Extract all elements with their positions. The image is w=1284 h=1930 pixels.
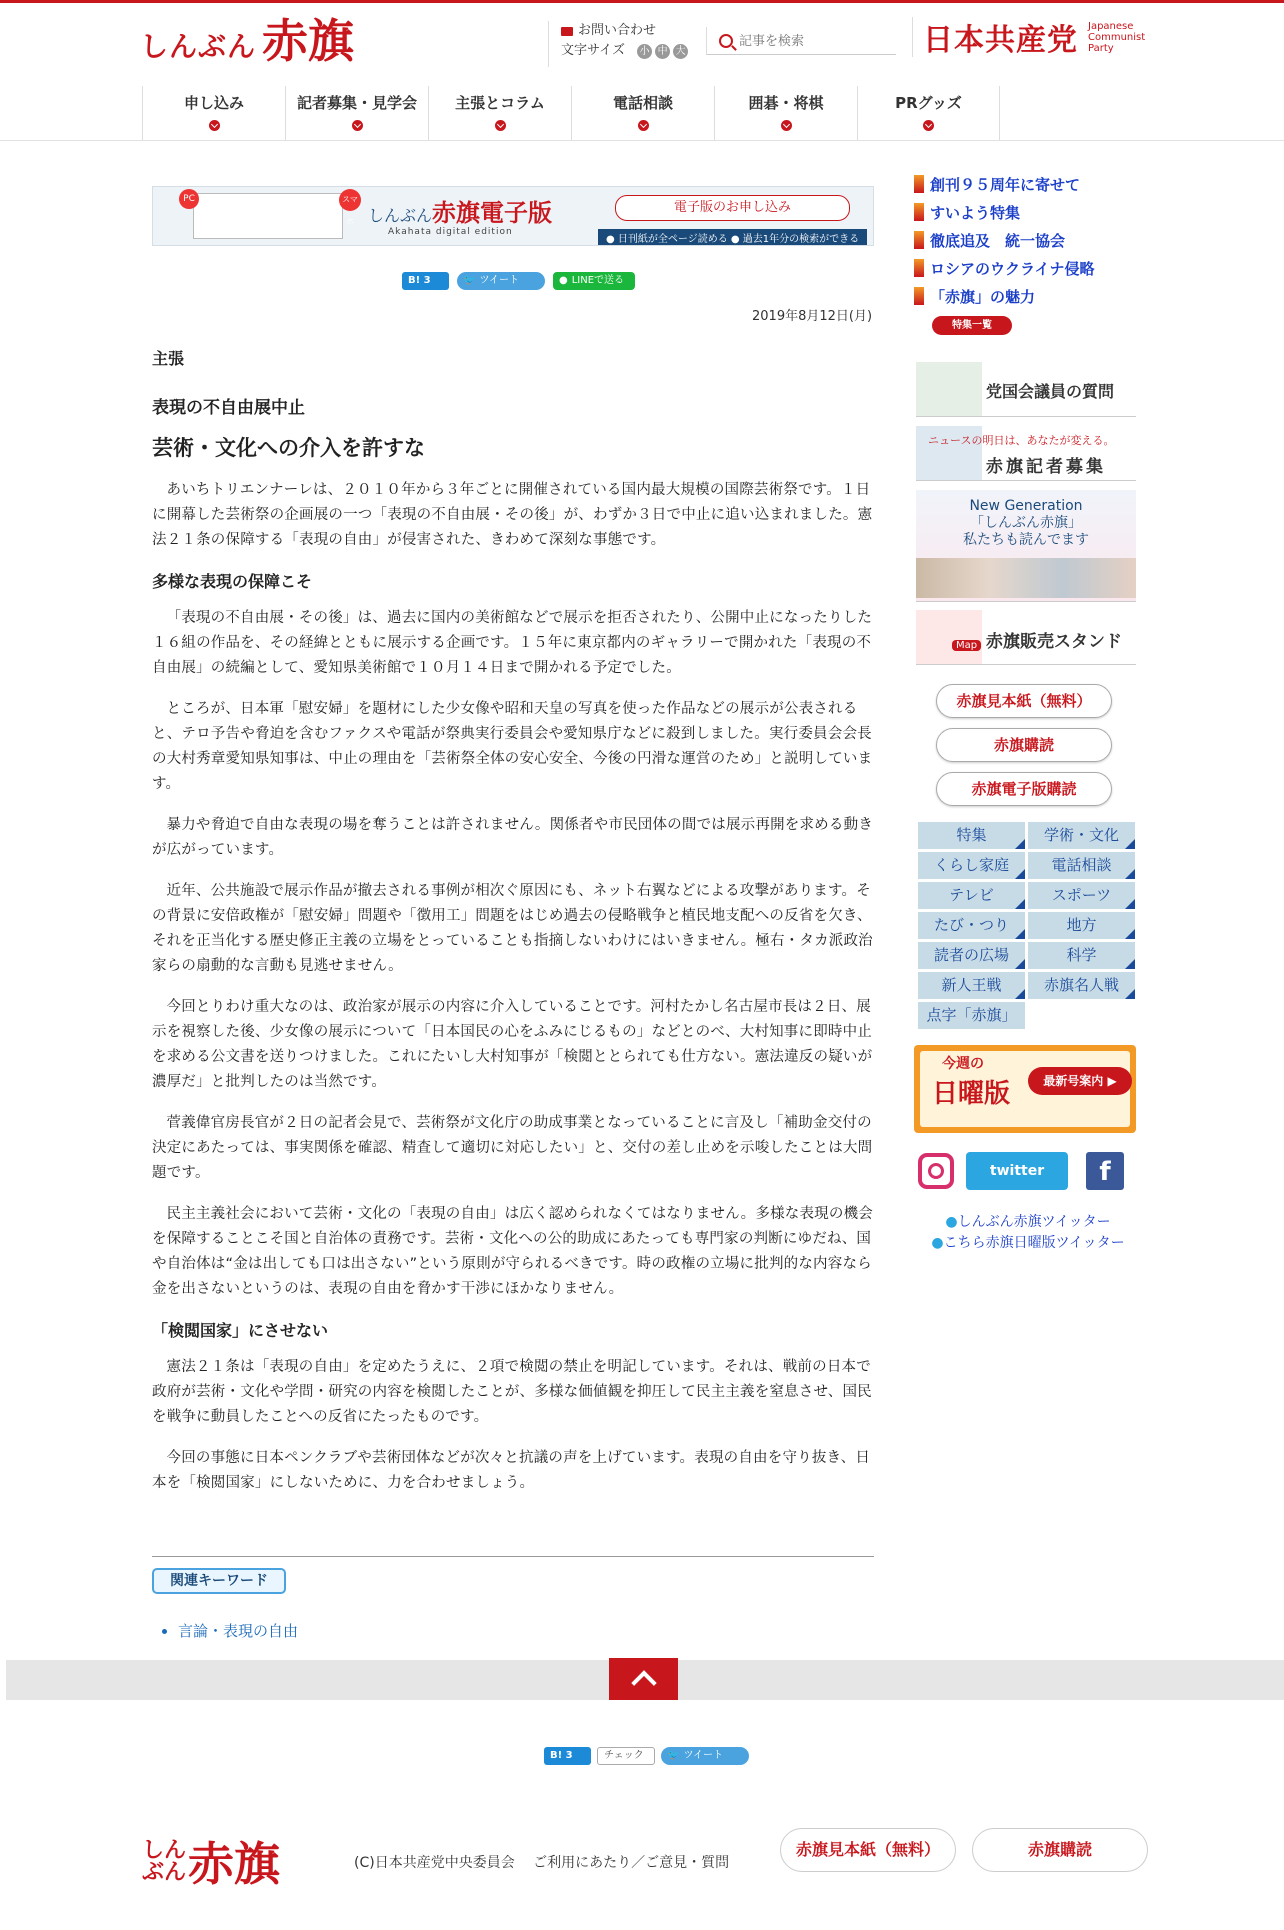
search-icon[interactable] <box>719 34 733 48</box>
article-paragraph: 暴力や脅迫で自由な表現の場を奪うことは許されません。関係者や市民団体の間では展示再開を求める動きが広がっています。 <box>152 817 873 858</box>
party-name-en: Japanese Communist Party <box>1088 20 1146 54</box>
chevron-down-icon <box>923 120 934 131</box>
article <box>152 346 874 1512</box>
facebook-icon[interactable]: f <box>1086 1152 1124 1190</box>
mail-icon <box>561 27 573 36</box>
party-name: 日本共産党 <box>923 23 1078 58</box>
category-link[interactable]: 学術・文化 <box>1028 822 1135 849</box>
search-input[interactable] <box>739 33 889 48</box>
sidebar-link-ukraine[interactable]: ロシアのウクライナ侵略 <box>914 254 1095 282</box>
category-link[interactable]: 赤旗名人戦 <box>1028 972 1135 999</box>
sunday-twitter-link[interactable]: ●こちら赤旗日曜版ツイッター <box>931 1235 1125 1251</box>
article-paragraph: 憲法２１条は「表現の自由」を定めたうえに、２項で検閲の禁止を明記しています。それは、戦前の日本で政府が芸術・文化や学問・研究の内容を検閲したことが、多様な価値観を抑圧して民主主義を窒息させ、国民を戦争に動員したことへの反省にたったものです。 <box>152 1359 872 1425</box>
article-paragraph: 今回とりわけ重大なのは、政治家が展示の内容に介入していることです。河村たかし名古屋市長は２日、展示を視察した後、少女像の展示について「日本国民の心をふみにじるもの」などとのべ、大村知事に即時中止を求める公文書を送りつけました。これにたいし大村知事が「検閲ととられても仕方ない。憲法違反の疑いが濃厚だ」と批判したのは当然です。 <box>152 999 873 1090</box>
category-grid <box>918 822 1135 1029</box>
feature-list-button[interactable]: 特集一覧 <box>932 316 1012 335</box>
bullet-bar <box>914 175 924 193</box>
keywords-label: 関連キーワード <box>152 1568 286 1594</box>
header-divider <box>0 140 1284 141</box>
tweet-button[interactable]: 🐦 ツイート <box>457 272 545 290</box>
keywords-divider <box>152 1556 874 1557</box>
section-heading: 「検閲国家」にさせない <box>152 1321 329 1340</box>
article-paragraph: ところが、日本軍「慰安婦」を題材にした少女像や昭和天皇の写真を使った作品などの展示が公表されると、テロ予告や脅迫を含むファクスや電話が祭典実行委員会や愛知県庁などに殺到しました。実行委員会会長の大村秀章愛知県知事は、中止の理由を「芸術祭全体の安心安全、今後の円滑な運営のため」と説明しています。 <box>152 701 873 792</box>
category-link[interactable]: 特集 <box>918 822 1025 849</box>
search-box <box>706 27 896 55</box>
logo-kanji: 赤旗 <box>262 14 355 68</box>
nav-label: 囲碁・将棋 <box>748 94 824 112</box>
nav-label: 申し込み <box>183 94 244 112</box>
line-icon: ● <box>559 275 568 286</box>
article-subhead: 芸術・文化への介入を許すな <box>152 436 425 460</box>
sunday-label-2: 日曜版 <box>932 1079 1011 1109</box>
chevron-down-icon <box>495 120 506 131</box>
twitter-bird-icon: 🐦 <box>463 275 476 286</box>
nav-label: 記者募集・見学会 <box>296 94 417 112</box>
bullet-bar <box>914 259 924 277</box>
instagram-icon[interactable] <box>918 1153 954 1189</box>
social-links <box>918 1152 1124 1190</box>
sidebar-link-95th[interactable]: 創刊９５周年に寄せて <box>914 170 1095 198</box>
chevron-down-icon <box>209 120 220 131</box>
mixi-check-button[interactable]: チェック <box>597 1747 655 1765</box>
category-link[interactable]: くらし家庭 <box>918 852 1025 879</box>
article-paragraph: 「表現の不自由展・その後」は、過去に国内の美術館などで展示を拒否されたり、公開中止になったりした１６組の作品を、その経緯とともに展示する企画です。１５年に東京都内のギャラリーで開かれた「表現の不自由展」の続編として、愛知県美術館で１０月１４日まで開かれる予定でした。 <box>152 610 873 676</box>
share-bar <box>402 272 635 290</box>
nav-recruit[interactable] <box>285 86 428 140</box>
akahata-twitter-link[interactable]: ●しんぶん赤旗ツイッター <box>945 1214 1111 1230</box>
twitter-bird-icon: 🐦 <box>667 1750 680 1761</box>
smartphone-badge: スマホ <box>339 189 361 211</box>
map-badge: Map <box>952 640 981 651</box>
contact-link[interactable] <box>561 21 688 41</box>
subscribe-button[interactable]: 赤旗購読 <box>936 728 1112 762</box>
category-link[interactable]: テレビ <box>918 882 1025 909</box>
keyword-list <box>178 1620 298 1641</box>
sidebar-link-wednesday[interactable]: すいよう特集 <box>914 198 1095 226</box>
publish-date: 2019年8月12日(月) <box>752 309 873 324</box>
sunday-edition-banner[interactable] <box>914 1045 1136 1133</box>
digital-apply-button[interactable]: 電子版のお申し込み <box>615 195 850 221</box>
banner-title: しんぶん赤旗電子版 <box>368 199 553 227</box>
tweet-button[interactable]: 🐦 ツイート <box>661 1747 749 1765</box>
article-paragraph: 菅義偉官房長官が２日の記者会見で、芸術祭が文化庁の助成事業となっていることに言及し「補助金交付の決定にあたっては、事実関係を確認、精査して適切に対応したい」と、交付の差し止めを示唆したことは大問題です。 <box>152 1115 873 1181</box>
category-link[interactable]: 新人王戦 <box>918 972 1025 999</box>
copyright-text: (C)日本共産党中央委員会 <box>354 1855 515 1871</box>
sales-stand-banner[interactable]: Map 赤旗販売スタンド <box>916 610 1136 665</box>
nav-phone[interactable] <box>571 86 714 140</box>
footer-logo[interactable] <box>142 1828 280 1894</box>
font-size-large[interactable]: 大 <box>673 44 688 59</box>
nav-label: PRグッズ <box>895 94 962 112</box>
category-link[interactable]: 電話相談 <box>1028 852 1135 879</box>
devices-image <box>193 193 343 239</box>
back-to-top-button[interactable] <box>609 1658 678 1700</box>
font-size-small[interactable]: 小 <box>637 44 652 59</box>
banner-subtitle: Akahata digital edition <box>388 227 513 237</box>
category-link[interactable]: たび・つり <box>918 912 1025 939</box>
article-paragraph: あいちトリエンナーレは、２０１０年から３年ごとに開催されている国内最大規模の国際芸術祭です。１日に開幕した芸術祭の企画展の一つ「表現の不自由展・その後」が、わずか３日で中止に追い込まれました。憲法２１条の保障する「表現の自由」が侵害された、きわめて深刻な事態です。 <box>152 482 873 548</box>
hatena-bookmark-button[interactable]: B! 3 <box>402 272 449 290</box>
line-share-button[interactable]: ● LINEで送る <box>553 272 635 290</box>
sidebar-feature-links <box>914 170 1095 310</box>
article-paragraph: 近年、公共施設で展示作品が撤去される事例が相次ぐ原因にも、ネット右翼などによる攻撃があります。その背景に安倍政権が「慰安婦」問題や「徴用工」問題をはじめ過去の侵略戦争と植民地支配への反省を欠き、それを正当化する歴史修正主義の立場をとっていることも指摘しないわけにはいきません。極右・タカ派政治家らの扇動的な言動も見逃せません。 <box>152 883 873 974</box>
logo-kana: しんぶん <box>140 30 257 63</box>
category-link[interactable]: 地方 <box>1028 912 1135 939</box>
font-size-control <box>561 41 688 61</box>
sidebar-link-appeal[interactable]: 「赤旗」の魅力 <box>914 282 1095 310</box>
nav-editorial[interactable] <box>428 86 571 140</box>
header-utilities <box>548 21 688 67</box>
category-link[interactable]: 読者の広場 <box>918 942 1025 969</box>
keyword-link[interactable]: 言論・表現の自由 <box>178 1622 299 1640</box>
article-category: 主張 <box>152 349 185 368</box>
hatena-bookmark-button[interactable]: B! 3 <box>544 1747 591 1765</box>
nav-label: 主張とコラム <box>455 94 545 112</box>
article-headline: 表現の不自由展中止 <box>152 398 305 418</box>
footer-subscribe-button[interactable]: 赤旗購読 <box>972 1828 1148 1872</box>
chevron-down-icon <box>352 120 363 131</box>
font-size-medium[interactable]: 中 <box>655 44 670 59</box>
footer-sample-button[interactable]: 赤旗見本紙（無料） <box>780 1828 956 1872</box>
main-nav <box>142 86 1000 140</box>
footer-logo-kanji: 赤旗 <box>188 1837 280 1891</box>
category-link[interactable]: スポーツ <box>1028 882 1135 909</box>
nav-apply[interactable] <box>142 86 285 140</box>
footer-copyright <box>354 1852 729 1872</box>
section-heading: 多様な表現の保障こそ <box>152 572 313 591</box>
pc-badge: PC <box>179 189 199 209</box>
chevron-down-icon <box>781 120 792 131</box>
font-size-label: 文字サイズ <box>561 43 625 58</box>
category-link[interactable]: 科学 <box>1028 942 1135 969</box>
bullet-bar <box>914 203 924 221</box>
chevron-down-icon <box>638 120 649 131</box>
sunday-label-1: 今週の <box>942 1056 984 1072</box>
bullet-bar <box>914 287 924 305</box>
category-link[interactable]: 点字「赤旗」 <box>918 1002 1025 1029</box>
nav-pr-goods[interactable] <box>857 86 1000 140</box>
nav-go-shogi[interactable] <box>714 86 857 140</box>
article-paragraph: 民主主義社会において芸術・文化の「表現の自由」は広く認められなくてはなりません。多様な表現の機会を保障することこそ国と自治体の責務です。芸術・文化への公的助成にあたっても専門家の判断にゆだね、国や自治体は“金は出しても口は出さない”という原則が守られるべきです。時の政権の立場に批判的な内容なら金を出さないというのは、表現の自由を脅かす干渉にほかなりません。 <box>152 1206 873 1297</box>
latest-issue-button[interactable]: 最新号案内 ▶ <box>1028 1067 1132 1095</box>
site-header <box>0 3 1284 73</box>
bullet-bar <box>914 231 924 249</box>
digital-edition-banner[interactable] <box>152 186 874 246</box>
share-bar-bottom <box>544 1747 749 1765</box>
digital-subscribe-button[interactable]: 赤旗電子版購読 <box>936 772 1112 806</box>
contact-label: お問い合わせ <box>578 23 657 38</box>
site-footer <box>0 1818 1284 1898</box>
jcp-logo[interactable] <box>912 17 1145 57</box>
diet-questions-banner[interactable]: 党国会議員の質問 <box>916 362 1136 417</box>
nav-label: 電話相談 <box>612 94 673 112</box>
sample-paper-button[interactable]: 赤旗見本紙（無料） <box>936 684 1112 718</box>
sidebar-link-unification[interactable]: 徹底追及 統一協会 <box>914 226 1095 254</box>
new-generation-banner[interactable]: New Generation 「しんぶん赤旗」 私たちも読んでます <box>916 490 1136 602</box>
twitter-follow-icon[interactable]: twitter <box>966 1152 1068 1190</box>
readers-photo <box>916 558 1136 598</box>
banner-note: ● 日刊紙が全ページ読める ● 過去1年分の検索ができる <box>598 229 867 246</box>
article-paragraph: 今回の事態に日本ペンクラブや芸術団体などが次々と抗議の声を上げています。表現の自由を守り抜き、日本を「検閲国家」にしないために、力を合わせましょう。 <box>152 1450 871 1491</box>
footer-links[interactable]: ご利用にあたり／ご意見・質問 <box>533 1855 730 1871</box>
twitter-links <box>918 1212 1138 1254</box>
footer-logo-kana: しんぶん <box>142 1837 187 1885</box>
reporter-recruit-banner[interactable]: ニュースの明日は、あなたが変える。 赤旗記者募集 <box>916 426 1136 481</box>
site-logo[interactable] <box>140 13 355 68</box>
